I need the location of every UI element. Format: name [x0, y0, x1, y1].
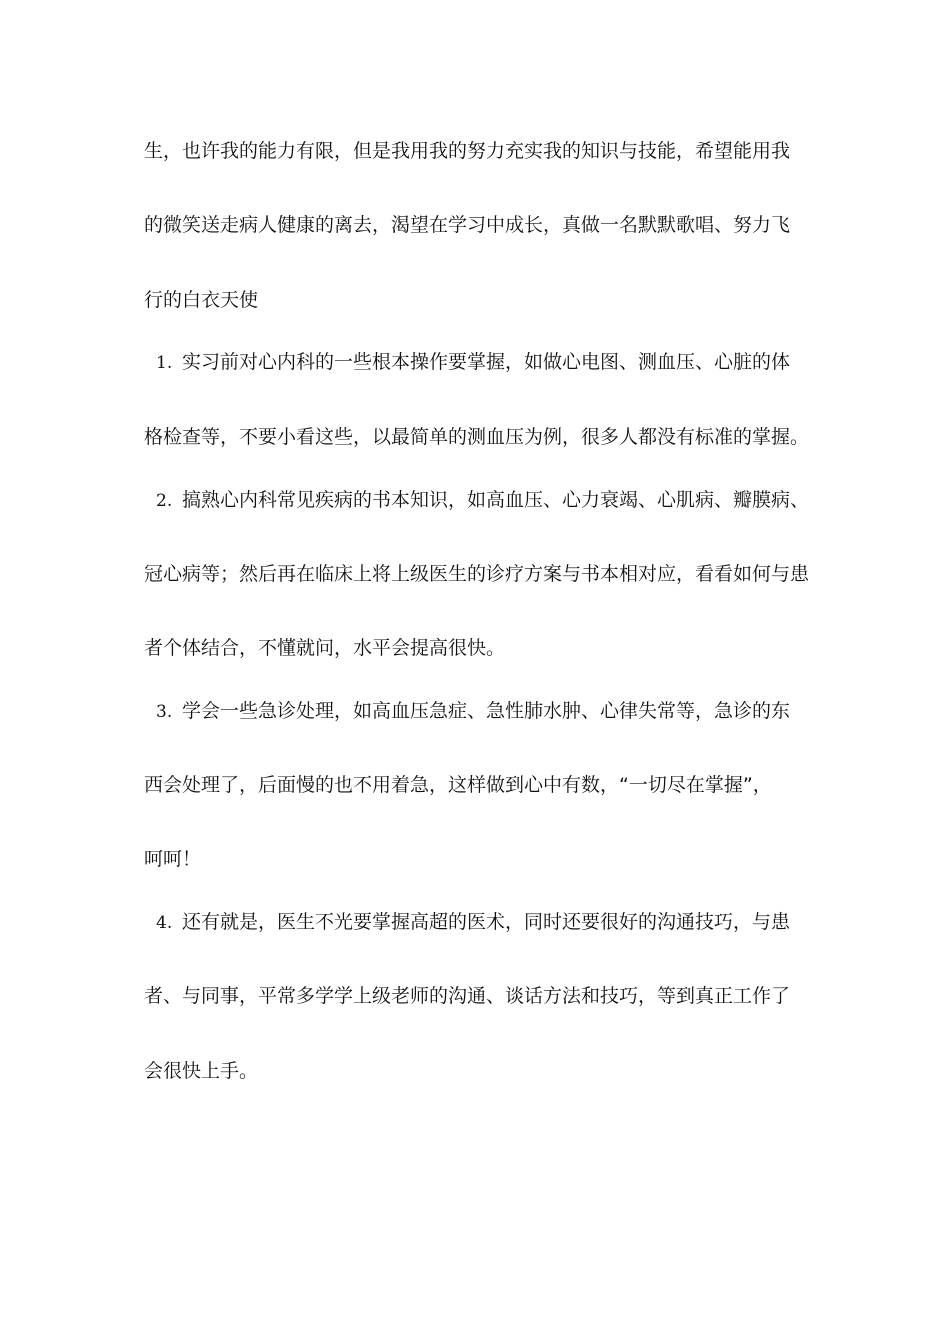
- list-number-3: 3.: [156, 702, 173, 722]
- list-item-4-text-1: 还有就是，医生不光要掌握高超的医术，同时还要很好的沟通技巧，与患: [182, 911, 791, 933]
- list-item-3-text-1: 学会一些急诊处理，如高血压急症、急性肺水肿、心律失常等，急诊的东: [182, 700, 791, 722]
- list-number-4: 4.: [156, 913, 173, 933]
- list-item-4-line-1: [144, 909, 824, 936]
- list-item-4-line-2: 者、与同事，平常多学学上级老师的沟通、谈话方法和技巧，等到真正工作了: [144, 985, 791, 1007]
- list-item-1-text-1: 实习前对心内科的一些根本操作要掌握，如做心电图、测血压、心脏的体: [182, 351, 791, 373]
- list-item-1-line-2: 格检查等，不要小看这些，以最简单的测血压为例，很多人都没有标准的掌握。: [144, 426, 810, 448]
- list-item-4-line-3: 会很快上手。: [144, 1060, 259, 1082]
- list-item-2-line-1: [144, 487, 824, 514]
- list-item-3-line-1: [144, 698, 824, 725]
- list-item-2-line-3: 者个体结合，不懂就问，水平会提高很快。: [144, 637, 506, 659]
- intro-line-1: 生，也许我的能力有限，但是我用我的努力充实我的知识与技能，希望能用我: [144, 140, 791, 162]
- intro-line-3: 行的白衣天使: [144, 289, 259, 311]
- list-item-3-line-3: 呵呵！: [144, 848, 202, 870]
- list-item-2-text-1: 搞熟心内科常见疾病的书本知识，如高血压、心力衰竭、心肌病、瓣膜病、: [182, 489, 810, 511]
- list-item-2-line-2: 冠心病等；然后再在临床上将上级医生的诊疗方案与书本相对应，看看如何与患: [144, 563, 810, 585]
- intro-line-2: 的微笑送走病人健康的离去，渴望在学习中成长，真做一名默默歌唱、努力飞: [144, 214, 791, 236]
- list-item-1-line-1: [144, 349, 824, 376]
- list-item-3-line-2: 西会处理了，后面慢的也不用着急，这样做到心中有数，“一切尽在掌握”，: [144, 774, 772, 796]
- list-number-1: 1.: [156, 353, 173, 373]
- list-number-2: 2.: [156, 491, 173, 511]
